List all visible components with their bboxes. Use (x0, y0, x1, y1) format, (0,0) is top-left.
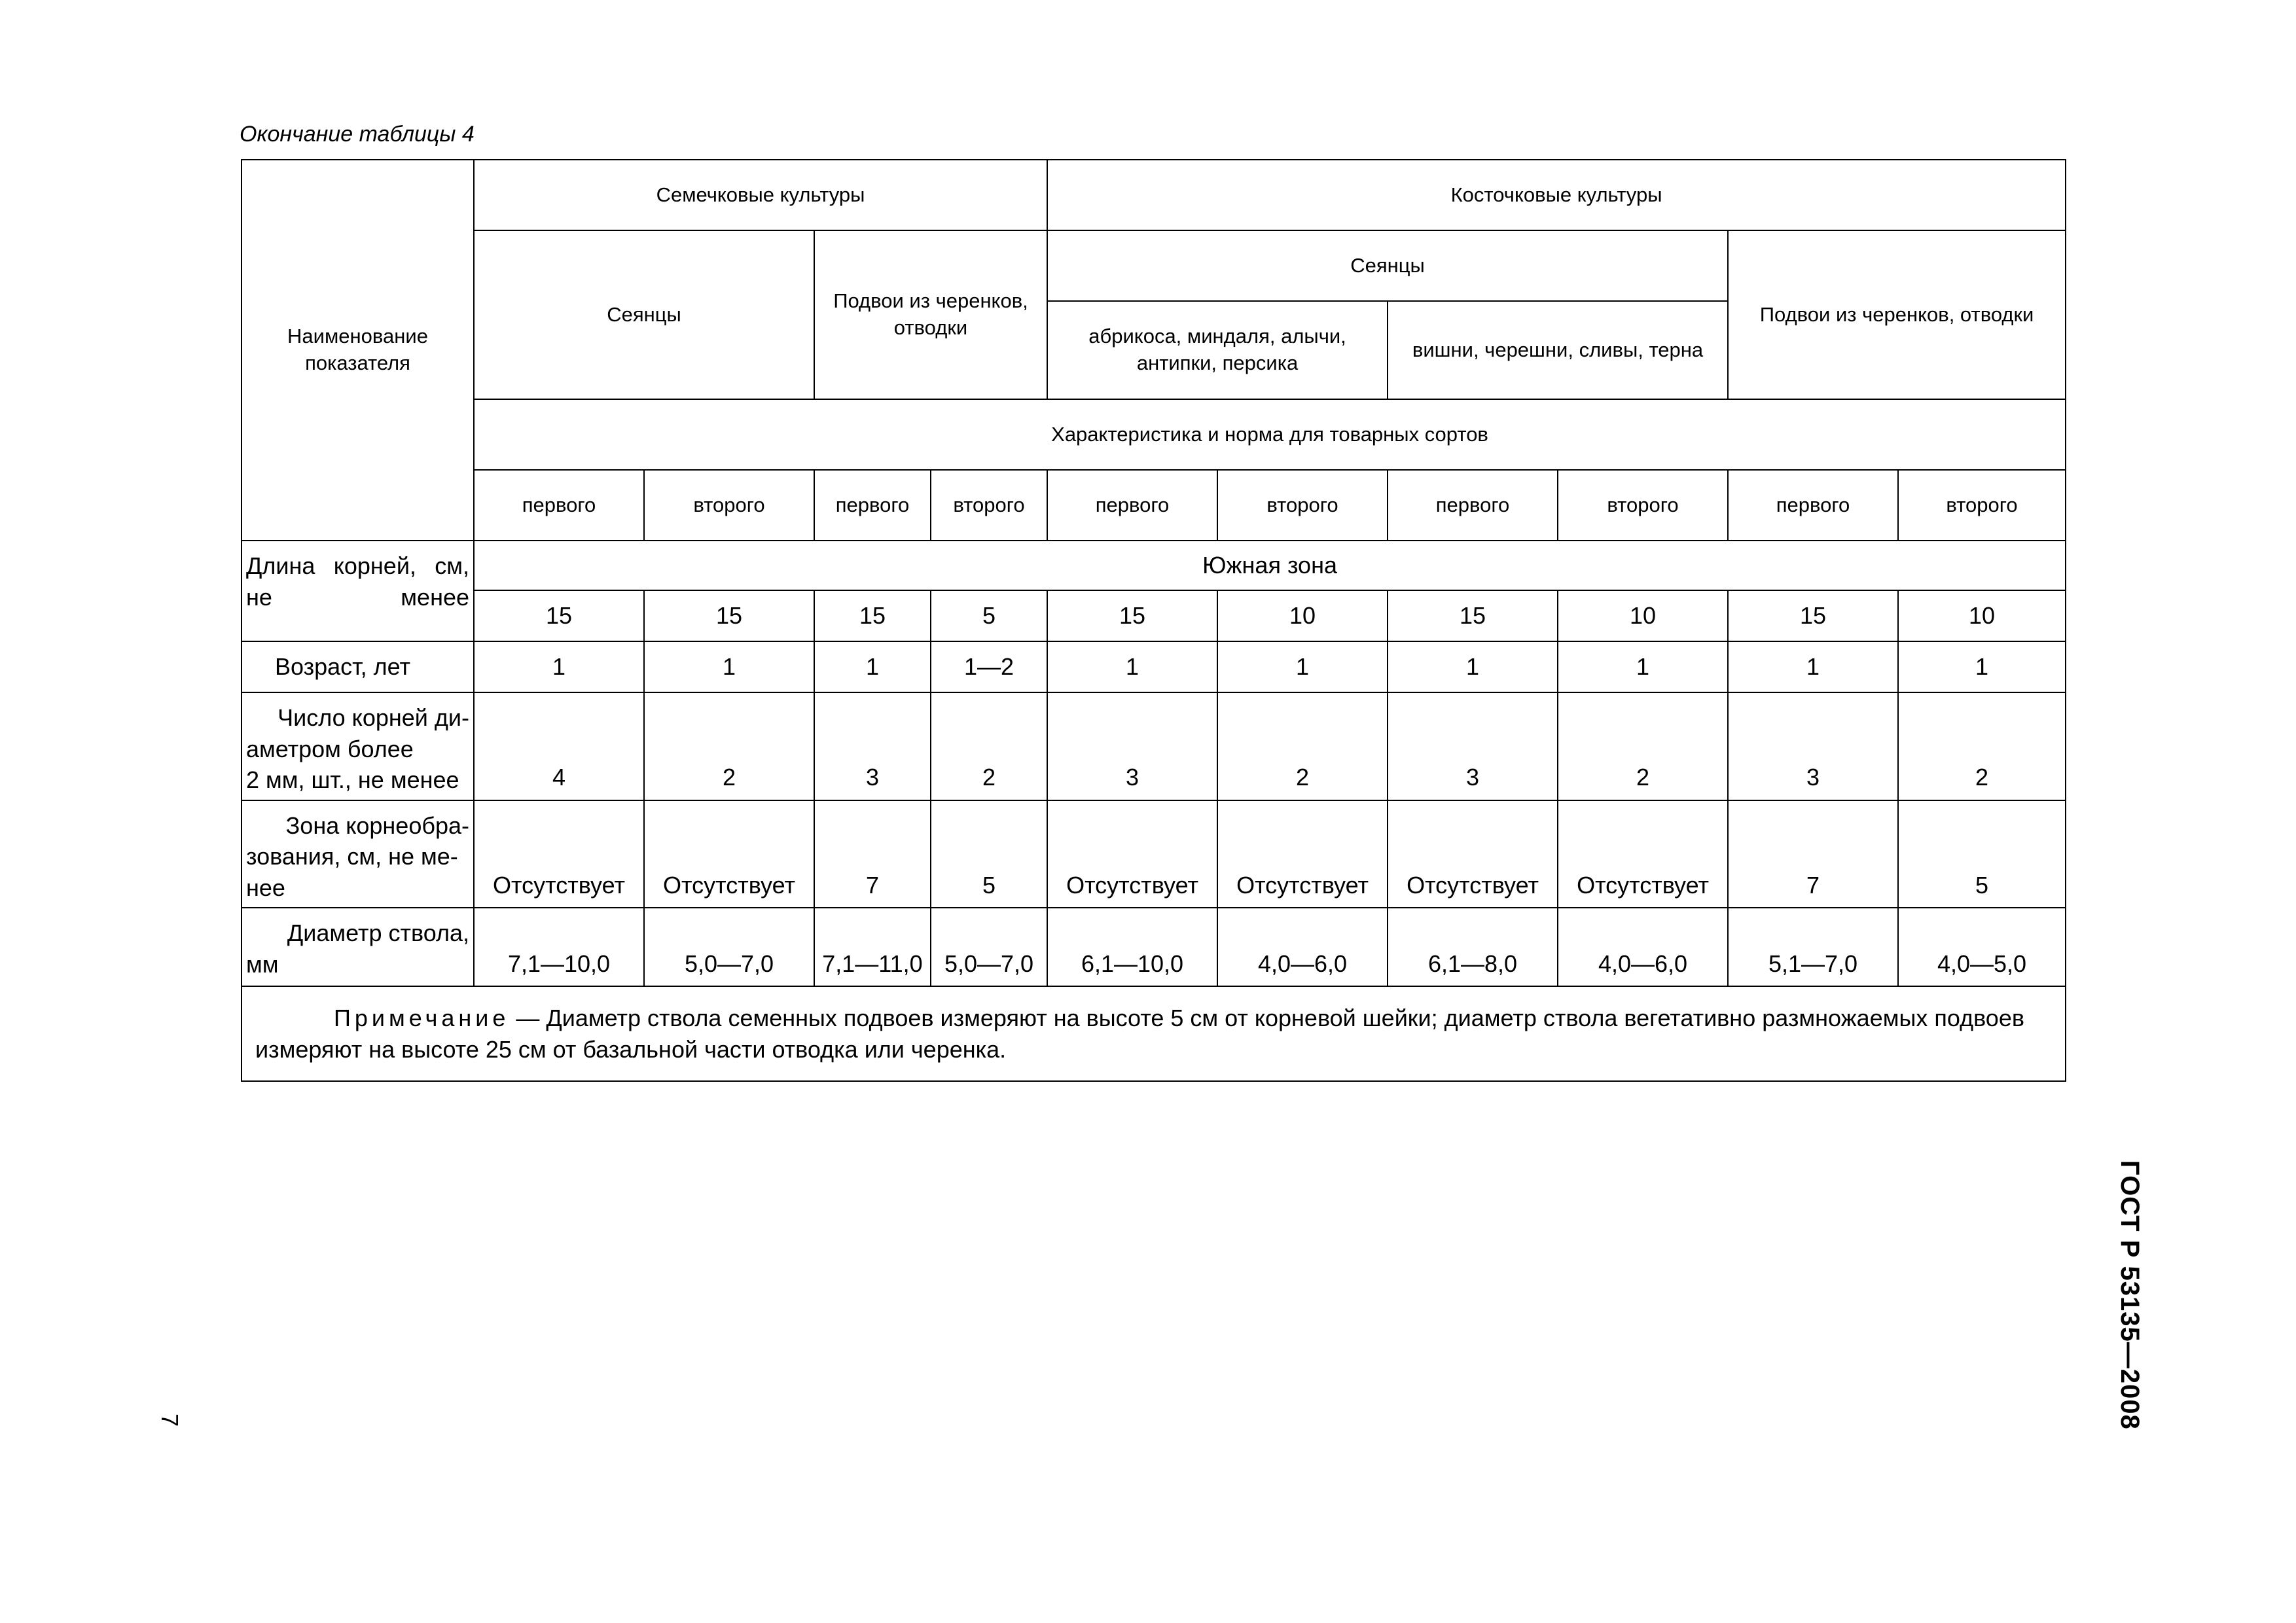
grade-cell: первого (814, 470, 931, 541)
table-row (242, 541, 2066, 590)
table-cell: 1 (814, 641, 931, 692)
table-row (242, 800, 2066, 908)
table-cell: 1 (474, 641, 644, 692)
table-row (242, 590, 2066, 641)
table-cell: 2 (644, 692, 814, 800)
table-cell: 2 (1217, 692, 1388, 800)
table-cell: Отсутствует (474, 800, 644, 908)
label-line: мм (246, 950, 279, 978)
table-cell: 5,1—7,0 (1728, 908, 1898, 986)
label-line: зования, см, не ме- (246, 843, 458, 870)
table-cell: 3 (1047, 692, 1217, 800)
table-cell: 4,0—6,0 (1217, 908, 1388, 986)
table-cell: 6,1—10,0 (1047, 908, 1217, 986)
table-cell: 1—2 (931, 641, 1047, 692)
table-note (242, 986, 2066, 1081)
table-cell: 7,1—11,0 (814, 908, 931, 986)
seedlings-stone-header: Сеянцы (1047, 230, 1728, 301)
table-cell: 6,1—8,0 (1388, 908, 1558, 986)
seedlings-header: Сеянцы (474, 230, 814, 399)
table-cell: 4,0—6,0 (1558, 908, 1728, 986)
table-cell: Отсутствует (1558, 800, 1728, 908)
grade-cell: второго (1558, 470, 1728, 541)
diameter-label (242, 908, 474, 986)
table-cell: 5,0—7,0 (644, 908, 814, 986)
label-line: Зона корнеобра- (285, 812, 469, 839)
indicator-header: Наименование показателя (242, 160, 474, 541)
grade-cell: второго (644, 470, 814, 541)
table-cell: 7 (814, 800, 931, 908)
grade-cell: второго (931, 470, 1047, 541)
table-cell: 4 (474, 692, 644, 800)
table-cell: 15 (1047, 590, 1217, 641)
table-cell: 1 (644, 641, 814, 692)
table-cell: 1 (1388, 641, 1558, 692)
header-row-4 (242, 399, 2066, 470)
table-cell: 3 (1388, 692, 1558, 800)
table-cell: 1 (1217, 641, 1388, 692)
label-line: нее (246, 874, 285, 901)
table-cell: 3 (814, 692, 931, 800)
table-cell: 1 (1898, 641, 2066, 692)
table-cell: 10 (1898, 590, 2066, 641)
note-heading: Примечание (334, 1005, 510, 1032)
grade-cell: второго (1217, 470, 1388, 541)
apricot-group-header: абрикоса, миндаля, алычи, антипки, персика (1047, 301, 1388, 399)
table-cell: 15 (814, 590, 931, 641)
cherry-group-header: вишни, черешни, сливы, терна (1388, 301, 1728, 399)
note-text: — Диаметр ствола семенных подвоев измеряют на высоте 5 см от корневой шейки; диаметр ствола вегетативно размножаемых подвоев измеряют на высоте 25 см от базальной части отводка или черенка. (255, 1005, 2024, 1063)
table-row (242, 692, 2066, 800)
table-cell: 15 (474, 590, 644, 641)
table-cell: 5 (931, 590, 1047, 641)
grade-cell: первого (1388, 470, 1558, 541)
data-table (241, 159, 2066, 1082)
rootstocks-stone-header: Подвои из черенков, отводки (1728, 230, 2066, 399)
grade-cell: второго (1898, 470, 2066, 541)
table-cell: 5 (931, 800, 1047, 908)
header-row-1 (242, 160, 2066, 230)
table-cell: 4,0—5,0 (1898, 908, 2066, 986)
grades-row (242, 470, 2066, 541)
rootstocks-pome-header: Подвои из черенков, отводки (814, 230, 1047, 399)
grade-cell: первого (1728, 470, 1898, 541)
characteristic-header: Характеристика и норма для товарных сортов (474, 399, 2066, 470)
table-cell: 7,1—10,0 (474, 908, 644, 986)
label-line: Диаметр ствола, (287, 919, 469, 947)
table-cell: 2 (1558, 692, 1728, 800)
label-line: Число корней ди- (278, 704, 469, 731)
page-number: 7 (156, 1414, 183, 1427)
table-row (242, 641, 2066, 692)
table-cell: 3 (1728, 692, 1898, 800)
root-count-label (242, 692, 474, 800)
table-cell: 1 (1728, 641, 1898, 692)
table-cell: 15 (1388, 590, 1558, 641)
root-zone-label (242, 800, 474, 908)
grade-cell: первого (1047, 470, 1217, 541)
note-row (242, 986, 2066, 1081)
stone-header: Косточковые культуры (1047, 160, 2066, 230)
table-cell: 15 (1728, 590, 1898, 641)
header-row-2 (242, 230, 2066, 301)
table-cell: Отсутствует (1388, 800, 1558, 908)
table-cell: 10 (1217, 590, 1388, 641)
table-cell: Отсутствует (1047, 800, 1217, 908)
table-cell: 1 (1047, 641, 1217, 692)
table-caption: Окончание таблицы 4 (240, 122, 475, 147)
zone-label: Южная зона (474, 541, 2066, 590)
table-cell: 5,0—7,0 (931, 908, 1047, 986)
table-cell: 10 (1558, 590, 1728, 641)
root-length-label: Длина корней, см, не менее (242, 541, 474, 641)
table-row (242, 908, 2066, 986)
age-label: Возраст, лет (242, 641, 474, 692)
table-cell: 2 (931, 692, 1047, 800)
table-cell: 2 (1898, 692, 2066, 800)
pome-header: Семечковые культуры (474, 160, 1047, 230)
table-cell: 15 (644, 590, 814, 641)
table-cell: 5 (1898, 800, 2066, 908)
table-cell: 1 (1558, 641, 1728, 692)
label-line: 2 мм, шт., не менее (246, 766, 459, 794)
label-line: аметром более (246, 735, 414, 762)
grade-cell: первого (474, 470, 644, 541)
table-cell: 7 (1728, 800, 1898, 908)
table-cell: Отсутствует (644, 800, 814, 908)
document-code: ГОСТ Р 53135—2008 (2115, 1160, 2144, 1430)
table-cell: Отсутствует (1217, 800, 1388, 908)
